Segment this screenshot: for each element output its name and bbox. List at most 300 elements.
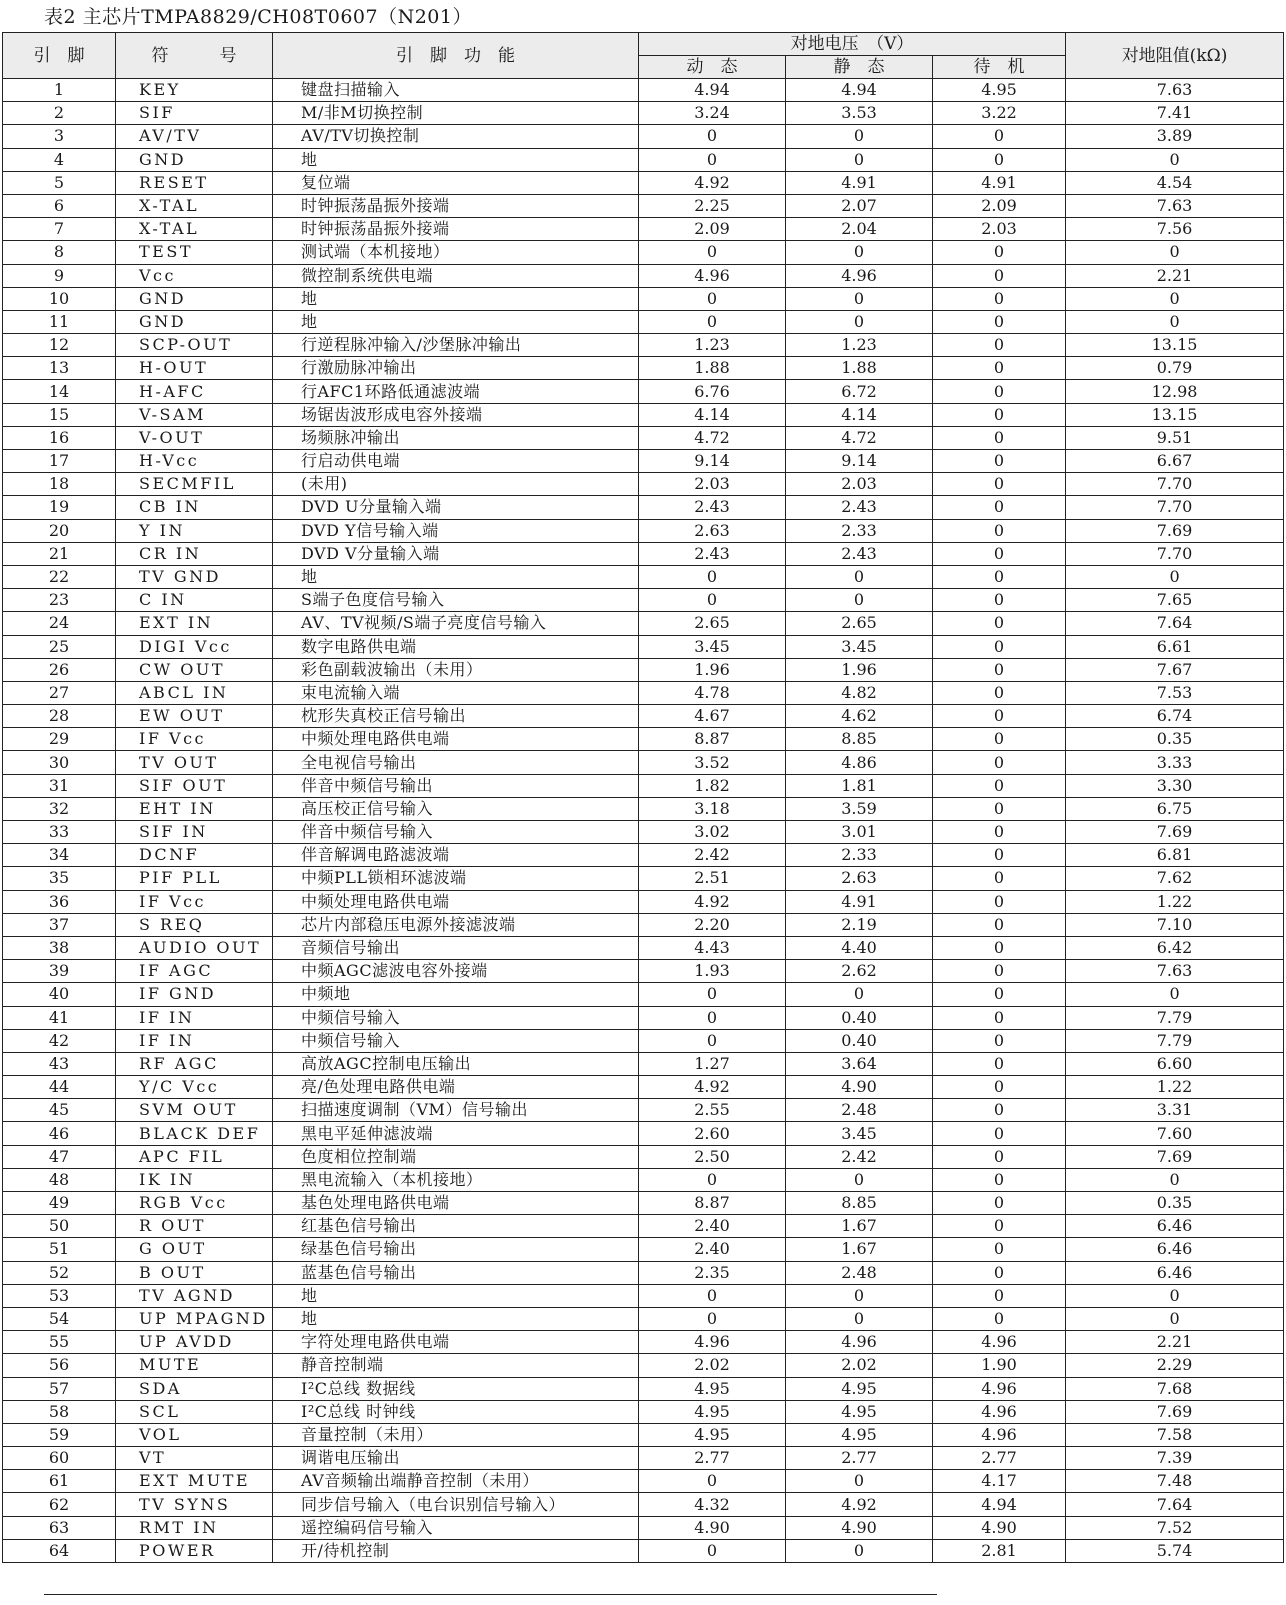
standby-voltage-cell: 2.81 bbox=[933, 1539, 1066, 1562]
resistance-cell: 6.46 bbox=[1066, 1261, 1284, 1284]
dynamic-voltage-cell: 8.87 bbox=[639, 728, 786, 751]
static-voltage-cell: 4.94 bbox=[786, 79, 933, 102]
symbol-cell: ABCL IN bbox=[116, 681, 273, 704]
function-cell: 中频处理电路供电端 bbox=[273, 890, 639, 913]
pin-number-cell: 15 bbox=[3, 403, 116, 426]
static-voltage-cell: 1.88 bbox=[786, 357, 933, 380]
resistance-cell: 7.58 bbox=[1066, 1423, 1284, 1446]
pin-number-cell: 1 bbox=[3, 79, 116, 102]
function-cell: 音频信号输出 bbox=[273, 936, 639, 959]
function-cell: AV、TV视频/S端子亮度信号输入 bbox=[273, 612, 639, 635]
function-cell: 中频地 bbox=[273, 983, 639, 1006]
pin-number-cell: 5 bbox=[3, 171, 116, 194]
standby-voltage-cell: 4.96 bbox=[933, 1331, 1066, 1354]
table-row bbox=[3, 450, 1284, 473]
symbol-cell: BLACK DEF bbox=[116, 1122, 273, 1145]
standby-voltage-cell: 0 bbox=[933, 496, 1066, 519]
standby-voltage-cell: 4.90 bbox=[933, 1516, 1066, 1539]
static-voltage-cell: 3.59 bbox=[786, 797, 933, 820]
pin-number-cell: 7 bbox=[3, 218, 116, 241]
standby-voltage-cell: 0 bbox=[933, 519, 1066, 542]
standby-voltage-cell: 0 bbox=[933, 403, 1066, 426]
dynamic-voltage-cell: 2.55 bbox=[639, 1099, 786, 1122]
table-row bbox=[3, 1539, 1284, 1562]
standby-voltage-cell: 0 bbox=[933, 1168, 1066, 1191]
standby-voltage-cell: 0 bbox=[933, 913, 1066, 936]
dynamic-voltage-cell: 2.60 bbox=[639, 1122, 786, 1145]
symbol-cell: SVM OUT bbox=[116, 1099, 273, 1122]
static-voltage-cell: 2.33 bbox=[786, 519, 933, 542]
function-cell: 高放AGC控制电压输出 bbox=[273, 1052, 639, 1075]
table-row bbox=[3, 403, 1284, 426]
function-cell: AV/TV切换控制 bbox=[273, 125, 639, 148]
table-row bbox=[3, 426, 1284, 449]
resistance-cell: 7.79 bbox=[1066, 1029, 1284, 1052]
standby-voltage-cell: 2.77 bbox=[933, 1447, 1066, 1470]
static-voltage-cell: 2.03 bbox=[786, 473, 933, 496]
symbol-cell: RGB Vcc bbox=[116, 1192, 273, 1215]
function-cell: DVD V分量输入端 bbox=[273, 542, 639, 565]
table-row bbox=[3, 1006, 1284, 1029]
standby-voltage-cell: 2.03 bbox=[933, 218, 1066, 241]
symbol-cell: RF AGC bbox=[116, 1052, 273, 1075]
symbol-cell: IF AGC bbox=[116, 960, 273, 983]
table-row bbox=[3, 612, 1284, 635]
standby-voltage-cell: 0 bbox=[933, 310, 1066, 333]
standby-voltage-cell: 0 bbox=[933, 1122, 1066, 1145]
table-row bbox=[3, 589, 1284, 612]
standby-voltage-cell: 0 bbox=[933, 264, 1066, 287]
function-cell: 测试端（本机接地） bbox=[273, 241, 639, 264]
symbol-cell: POWER bbox=[116, 1539, 273, 1562]
resistance-cell: 6.60 bbox=[1066, 1052, 1284, 1075]
resistance-cell: 2.29 bbox=[1066, 1354, 1284, 1377]
function-cell: 中频信号输入 bbox=[273, 1029, 639, 1052]
resistance-cell: 0 bbox=[1066, 1284, 1284, 1307]
standby-voltage-cell: 0 bbox=[933, 867, 1066, 890]
static-voltage-cell: 0.40 bbox=[786, 1029, 933, 1052]
pin-number-cell: 21 bbox=[3, 542, 116, 565]
standby-voltage-cell: 4.95 bbox=[933, 79, 1066, 102]
static-voltage-cell: 0 bbox=[786, 287, 933, 310]
dynamic-voltage-cell: 3.45 bbox=[639, 635, 786, 658]
static-voltage-cell: 0 bbox=[786, 125, 933, 148]
pin-number-cell: 12 bbox=[3, 334, 116, 357]
dynamic-voltage-cell: 4.78 bbox=[639, 681, 786, 704]
table-row bbox=[3, 890, 1284, 913]
standby-voltage-cell: 0 bbox=[933, 983, 1066, 1006]
resistance-cell: 7.64 bbox=[1066, 612, 1284, 635]
dynamic-voltage-cell: 8.87 bbox=[639, 1192, 786, 1215]
symbol-cell: V-SAM bbox=[116, 403, 273, 426]
dynamic-voltage-cell: 0 bbox=[639, 1006, 786, 1029]
pin-number-cell: 27 bbox=[3, 681, 116, 704]
pin-number-cell: 51 bbox=[3, 1238, 116, 1261]
resistance-cell: 0 bbox=[1066, 983, 1284, 1006]
table-row bbox=[3, 171, 1284, 194]
table-row bbox=[3, 821, 1284, 844]
dynamic-voltage-cell: 2.35 bbox=[639, 1261, 786, 1284]
table-row bbox=[3, 751, 1284, 774]
pin-number-cell: 46 bbox=[3, 1122, 116, 1145]
static-voltage-cell: 4.96 bbox=[786, 1331, 933, 1354]
dynamic-voltage-cell: 1.23 bbox=[639, 334, 786, 357]
header-voltage-group: 对地电压 （V） bbox=[639, 33, 1066, 56]
dynamic-voltage-cell: 0 bbox=[639, 983, 786, 1006]
static-voltage-cell: 0 bbox=[786, 565, 933, 588]
function-cell: 微控制系统供电端 bbox=[273, 264, 639, 287]
table-row bbox=[3, 241, 1284, 264]
table-row bbox=[3, 983, 1284, 1006]
pin-number-cell: 53 bbox=[3, 1284, 116, 1307]
resistance-cell: 0 bbox=[1066, 148, 1284, 171]
resistance-cell: 6.46 bbox=[1066, 1215, 1284, 1238]
symbol-cell: RMT IN bbox=[116, 1516, 273, 1539]
symbol-cell: Vcc bbox=[116, 264, 273, 287]
pin-number-cell: 31 bbox=[3, 774, 116, 797]
standby-voltage-cell: 0 bbox=[933, 357, 1066, 380]
static-voltage-cell: 9.14 bbox=[786, 450, 933, 473]
function-cell: AV音频输出端静音控制（未用） bbox=[273, 1470, 639, 1493]
symbol-cell: B OUT bbox=[116, 1261, 273, 1284]
pin-number-cell: 49 bbox=[3, 1192, 116, 1215]
pin-number-cell: 54 bbox=[3, 1307, 116, 1330]
function-cell: 时钟振荡晶振外接端 bbox=[273, 218, 639, 241]
table-row bbox=[3, 357, 1284, 380]
static-voltage-cell: 4.40 bbox=[786, 936, 933, 959]
symbol-cell: VOL bbox=[116, 1423, 273, 1446]
table-row bbox=[3, 1076, 1284, 1099]
symbol-cell: GND bbox=[116, 148, 273, 171]
table-row bbox=[3, 473, 1284, 496]
static-voltage-cell: 2.42 bbox=[786, 1145, 933, 1168]
dynamic-voltage-cell: 4.95 bbox=[639, 1377, 786, 1400]
pin-number-cell: 18 bbox=[3, 473, 116, 496]
resistance-cell: 2.21 bbox=[1066, 1331, 1284, 1354]
standby-voltage-cell: 4.96 bbox=[933, 1377, 1066, 1400]
table-row bbox=[3, 1354, 1284, 1377]
pin-number-cell: 50 bbox=[3, 1215, 116, 1238]
standby-voltage-cell: 4.96 bbox=[933, 1400, 1066, 1423]
pin-number-cell: 33 bbox=[3, 821, 116, 844]
function-cell: 伴音中频信号输出 bbox=[273, 774, 639, 797]
function-cell: 遥控编码信号输入 bbox=[273, 1516, 639, 1539]
pin-number-cell: 4 bbox=[3, 148, 116, 171]
resistance-cell: 7.63 bbox=[1066, 194, 1284, 217]
pin-number-cell: 30 bbox=[3, 751, 116, 774]
standby-voltage-cell: 3.22 bbox=[933, 102, 1066, 125]
static-voltage-cell: 4.90 bbox=[786, 1076, 933, 1099]
dynamic-voltage-cell: 4.96 bbox=[639, 264, 786, 287]
dynamic-voltage-cell: 2.25 bbox=[639, 194, 786, 217]
dynamic-voltage-cell: 2.65 bbox=[639, 612, 786, 635]
resistance-cell: 3.31 bbox=[1066, 1099, 1284, 1122]
resistance-cell: 7.69 bbox=[1066, 1400, 1284, 1423]
standby-voltage-cell: 0 bbox=[933, 241, 1066, 264]
symbol-cell: SIF bbox=[116, 102, 273, 125]
standby-voltage-cell: 0 bbox=[933, 542, 1066, 565]
pin-number-cell: 22 bbox=[3, 565, 116, 588]
table-row bbox=[3, 1423, 1284, 1446]
symbol-cell: IF GND bbox=[116, 983, 273, 1006]
resistance-cell: 0.79 bbox=[1066, 357, 1284, 380]
pin-number-cell: 42 bbox=[3, 1029, 116, 1052]
pin-number-cell: 40 bbox=[3, 983, 116, 1006]
static-voltage-cell: 8.85 bbox=[786, 728, 933, 751]
dynamic-voltage-cell: 4.94 bbox=[639, 79, 786, 102]
table-row bbox=[3, 1099, 1284, 1122]
dynamic-voltage-cell: 4.90 bbox=[639, 1516, 786, 1539]
function-cell: 蓝基色信号输出 bbox=[273, 1261, 639, 1284]
static-voltage-cell: 2.07 bbox=[786, 194, 933, 217]
header-function: 引 脚 功 能 bbox=[273, 33, 639, 79]
standby-voltage-cell: 0 bbox=[933, 473, 1066, 496]
resistance-cell: 0 bbox=[1066, 241, 1284, 264]
static-voltage-cell: 0 bbox=[786, 1168, 933, 1191]
standby-voltage-cell: 0 bbox=[933, 635, 1066, 658]
symbol-cell: EW OUT bbox=[116, 705, 273, 728]
static-voltage-cell: 0 bbox=[786, 241, 933, 264]
standby-voltage-cell: 0 bbox=[933, 960, 1066, 983]
function-cell: 开/待机控制 bbox=[273, 1539, 639, 1562]
table-row bbox=[3, 1168, 1284, 1191]
dynamic-voltage-cell: 1.88 bbox=[639, 357, 786, 380]
pin-number-cell: 14 bbox=[3, 380, 116, 403]
table-row bbox=[3, 102, 1284, 125]
function-cell: 行逆程脉冲输入/沙堡脉冲输出 bbox=[273, 334, 639, 357]
dynamic-voltage-cell: 2.20 bbox=[639, 913, 786, 936]
pin-number-cell: 45 bbox=[3, 1099, 116, 1122]
pin-number-cell: 52 bbox=[3, 1261, 116, 1284]
symbol-cell: V-OUT bbox=[116, 426, 273, 449]
static-voltage-cell: 2.33 bbox=[786, 844, 933, 867]
symbol-cell: GND bbox=[116, 310, 273, 333]
dynamic-voltage-cell: 4.92 bbox=[639, 171, 786, 194]
resistance-cell: 7.69 bbox=[1066, 519, 1284, 542]
symbol-cell: X-TAL bbox=[116, 194, 273, 217]
standby-voltage-cell: 0 bbox=[933, 612, 1066, 635]
symbol-cell: TV AGND bbox=[116, 1284, 273, 1307]
static-voltage-cell: 0 bbox=[786, 1470, 933, 1493]
pin-number-cell: 36 bbox=[3, 890, 116, 913]
symbol-cell: VT bbox=[116, 1447, 273, 1470]
static-voltage-cell: 0 bbox=[786, 1539, 933, 1562]
dynamic-voltage-cell: 0 bbox=[639, 1307, 786, 1330]
function-cell: 亮/色处理电路供电端 bbox=[273, 1076, 639, 1099]
resistance-cell: 0 bbox=[1066, 1168, 1284, 1191]
static-voltage-cell: 0.40 bbox=[786, 1006, 933, 1029]
static-voltage-cell: 0 bbox=[786, 589, 933, 612]
function-cell: 地 bbox=[273, 310, 639, 333]
table-row bbox=[3, 1261, 1284, 1284]
standby-voltage-cell: 4.17 bbox=[933, 1470, 1066, 1493]
resistance-cell: 7.70 bbox=[1066, 542, 1284, 565]
pin-number-cell: 60 bbox=[3, 1447, 116, 1470]
function-cell: I²C总线 数据线 bbox=[273, 1377, 639, 1400]
standby-voltage-cell: 0 bbox=[933, 148, 1066, 171]
standby-voltage-cell: 0 bbox=[933, 450, 1066, 473]
static-voltage-cell: 1.23 bbox=[786, 334, 933, 357]
static-voltage-cell: 4.86 bbox=[786, 751, 933, 774]
standby-voltage-cell: 0 bbox=[933, 334, 1066, 357]
static-voltage-cell: 4.91 bbox=[786, 890, 933, 913]
symbol-cell: SIF IN bbox=[116, 821, 273, 844]
resistance-cell: 0 bbox=[1066, 565, 1284, 588]
function-cell: DVD U分量输入端 bbox=[273, 496, 639, 519]
table-row bbox=[3, 728, 1284, 751]
resistance-cell: 7.67 bbox=[1066, 658, 1284, 681]
standby-voltage-cell: 1.90 bbox=[933, 1354, 1066, 1377]
dynamic-voltage-cell: 2.77 bbox=[639, 1447, 786, 1470]
function-cell: 中频PLL锁相环滤波端 bbox=[273, 867, 639, 890]
function-cell: 黑电流输入（本机接地） bbox=[273, 1168, 639, 1191]
dynamic-voltage-cell: 3.02 bbox=[639, 821, 786, 844]
standby-voltage-cell: 0 bbox=[933, 1006, 1066, 1029]
symbol-cell: TV GND bbox=[116, 565, 273, 588]
pin-number-cell: 35 bbox=[3, 867, 116, 890]
table-row bbox=[3, 334, 1284, 357]
pin-number-cell: 9 bbox=[3, 264, 116, 287]
function-cell: 行激励脉冲输出 bbox=[273, 357, 639, 380]
symbol-cell: IK IN bbox=[116, 1168, 273, 1191]
dynamic-voltage-cell: 4.14 bbox=[639, 403, 786, 426]
table-row bbox=[3, 287, 1284, 310]
resistance-cell: 3.89 bbox=[1066, 125, 1284, 148]
table-row bbox=[3, 1493, 1284, 1516]
static-voltage-cell: 4.95 bbox=[786, 1423, 933, 1446]
dynamic-voltage-cell: 2.50 bbox=[639, 1145, 786, 1168]
table-row bbox=[3, 264, 1284, 287]
dynamic-voltage-cell: 0 bbox=[639, 1284, 786, 1307]
resistance-cell: 1.22 bbox=[1066, 890, 1284, 913]
function-cell: 行AFC1环路低通滤波端 bbox=[273, 380, 639, 403]
pin-number-cell: 39 bbox=[3, 960, 116, 983]
dynamic-voltage-cell: 1.82 bbox=[639, 774, 786, 797]
static-voltage-cell: 0 bbox=[786, 1307, 933, 1330]
static-voltage-cell: 2.65 bbox=[786, 612, 933, 635]
standby-voltage-cell: 0 bbox=[933, 426, 1066, 449]
dynamic-voltage-cell: 1.93 bbox=[639, 960, 786, 983]
table-row bbox=[3, 681, 1284, 704]
resistance-cell: 7.69 bbox=[1066, 821, 1284, 844]
pin-number-cell: 41 bbox=[3, 1006, 116, 1029]
static-voltage-cell: 4.91 bbox=[786, 171, 933, 194]
function-cell: (未用) bbox=[273, 473, 639, 496]
pin-number-cell: 28 bbox=[3, 705, 116, 728]
pin-number-cell: 56 bbox=[3, 1354, 116, 1377]
function-cell: 地 bbox=[273, 565, 639, 588]
resistance-cell: 1.22 bbox=[1066, 1076, 1284, 1099]
symbol-cell: H-AFC bbox=[116, 380, 273, 403]
function-cell: 中频处理电路供电端 bbox=[273, 728, 639, 751]
pin-number-cell: 10 bbox=[3, 287, 116, 310]
table-row bbox=[3, 867, 1284, 890]
table-row bbox=[3, 125, 1284, 148]
dynamic-voltage-cell: 3.18 bbox=[639, 797, 786, 820]
function-cell: S端子色度信号输入 bbox=[273, 589, 639, 612]
dynamic-voltage-cell: 0 bbox=[639, 1539, 786, 1562]
static-voltage-cell: 2.62 bbox=[786, 960, 933, 983]
pin-number-cell: 38 bbox=[3, 936, 116, 959]
function-cell: 全电视信号输出 bbox=[273, 751, 639, 774]
pin-number-cell: 32 bbox=[3, 797, 116, 820]
function-cell: 地 bbox=[273, 287, 639, 310]
header-dynamic: 动 态 bbox=[639, 56, 786, 79]
pin-number-cell: 34 bbox=[3, 844, 116, 867]
symbol-cell: Y IN bbox=[116, 519, 273, 542]
dynamic-voltage-cell: 4.95 bbox=[639, 1400, 786, 1423]
table-row bbox=[3, 774, 1284, 797]
symbol-cell: UP AVDD bbox=[116, 1331, 273, 1354]
dynamic-voltage-cell: 2.03 bbox=[639, 473, 786, 496]
table-row bbox=[3, 1331, 1284, 1354]
function-cell: 复位端 bbox=[273, 171, 639, 194]
function-cell: 时钟振荡晶振外接端 bbox=[273, 194, 639, 217]
dynamic-voltage-cell: 0 bbox=[639, 1470, 786, 1493]
symbol-cell: Y/C Vcc bbox=[116, 1076, 273, 1099]
pin-number-cell: 44 bbox=[3, 1076, 116, 1099]
standby-voltage-cell: 0 bbox=[933, 1029, 1066, 1052]
symbol-cell: SDA bbox=[116, 1377, 273, 1400]
static-voltage-cell: 2.43 bbox=[786, 542, 933, 565]
pin-number-cell: 62 bbox=[3, 1493, 116, 1516]
pin-number-cell: 13 bbox=[3, 357, 116, 380]
static-voltage-cell: 2.19 bbox=[786, 913, 933, 936]
static-voltage-cell: 0 bbox=[786, 983, 933, 1006]
resistance-cell: 0.35 bbox=[1066, 728, 1284, 751]
resistance-cell: 7.10 bbox=[1066, 913, 1284, 936]
dynamic-voltage-cell: 0 bbox=[639, 589, 786, 612]
dynamic-voltage-cell: 2.02 bbox=[639, 1354, 786, 1377]
dynamic-voltage-cell: 4.72 bbox=[639, 426, 786, 449]
dynamic-voltage-cell: 1.96 bbox=[639, 658, 786, 681]
static-voltage-cell: 1.67 bbox=[786, 1238, 933, 1261]
static-voltage-cell: 2.04 bbox=[786, 218, 933, 241]
symbol-cell: PIF PLL bbox=[116, 867, 273, 890]
dynamic-voltage-cell: 2.40 bbox=[639, 1215, 786, 1238]
symbol-cell: SIF OUT bbox=[116, 774, 273, 797]
standby-voltage-cell: 0 bbox=[933, 705, 1066, 728]
dynamic-voltage-cell: 4.92 bbox=[639, 890, 786, 913]
function-cell: 红基色信号输出 bbox=[273, 1215, 639, 1238]
function-cell: 调谐电压输出 bbox=[273, 1447, 639, 1470]
pin-number-cell: 24 bbox=[3, 612, 116, 635]
table-row bbox=[3, 496, 1284, 519]
table-row bbox=[3, 542, 1284, 565]
resistance-cell: 13.15 bbox=[1066, 334, 1284, 357]
resistance-cell: 6.75 bbox=[1066, 797, 1284, 820]
standby-voltage-cell: 0 bbox=[933, 1099, 1066, 1122]
table-row bbox=[3, 1215, 1284, 1238]
resistance-cell: 7.68 bbox=[1066, 1377, 1284, 1400]
function-cell: 同步信号输入（电台识别信号输入） bbox=[273, 1493, 639, 1516]
table-row bbox=[3, 79, 1284, 102]
pin-number-cell: 61 bbox=[3, 1470, 116, 1493]
static-voltage-cell: 1.81 bbox=[786, 774, 933, 797]
resistance-cell: 13.15 bbox=[1066, 403, 1284, 426]
function-cell: 音量控制（未用） bbox=[273, 1423, 639, 1446]
table-row bbox=[3, 635, 1284, 658]
standby-voltage-cell: 0 bbox=[933, 844, 1066, 867]
function-cell: 静音控制端 bbox=[273, 1354, 639, 1377]
pin-voltage-table bbox=[2, 32, 1284, 1563]
dynamic-voltage-cell: 0 bbox=[639, 1168, 786, 1191]
dynamic-voltage-cell: 4.67 bbox=[639, 705, 786, 728]
symbol-cell: KEY bbox=[116, 79, 273, 102]
resistance-cell: 7.48 bbox=[1066, 1470, 1284, 1493]
table-row bbox=[3, 1145, 1284, 1168]
resistance-cell: 9.51 bbox=[1066, 426, 1284, 449]
